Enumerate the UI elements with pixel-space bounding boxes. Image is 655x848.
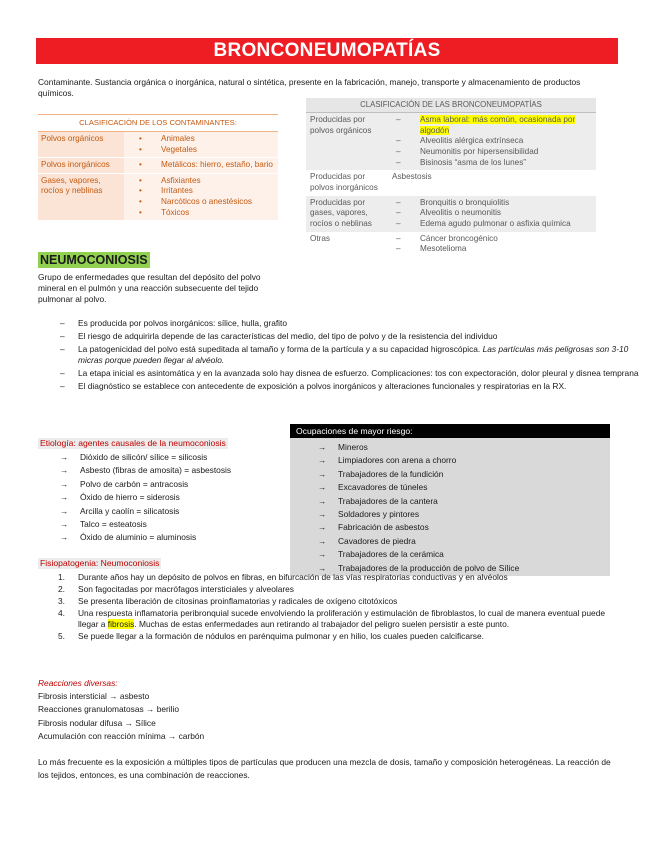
list-item: – Cáncer broncogénico xyxy=(392,234,592,245)
intro-paragraph: Contaminante. Sustancia orgánica o inorgánica, natural o sintética, presente en la fabricación, manejo, transporte y almacenamiento de productos químicos. xyxy=(38,77,581,98)
item-text: Durante años hay un depósito de polvos en fibras, en bifurcación de las vías respiratorias conductivas y en alvéolos xyxy=(78,572,508,582)
list-item: → Trabajadores de la cerámica xyxy=(308,548,519,561)
list-item: → Dióxido de silicón/ sílice = silicosis xyxy=(50,451,231,464)
row-label: Gases, vapores, rocíos y neblinas xyxy=(38,173,124,221)
table-row xyxy=(306,113,596,171)
table-row xyxy=(306,232,596,257)
contaminants-table xyxy=(38,114,278,221)
list-item: – Bronquitis o bronquiolitis xyxy=(392,198,592,209)
reacciones-list xyxy=(38,690,204,744)
closing-paragraph: Lo más frecuente es la exposición a múltiples tipos de partículas que producen una mezcla de dosis, tamaño y composición heterogéneas. La reacción de los tejidos, entonces, es una combinación de reacciones. xyxy=(38,757,611,780)
highlighted-text: Asma laboral: más común, ocasionada por algodón xyxy=(420,115,576,135)
list-item: – Alveolitis o neumonitis xyxy=(392,208,592,219)
classification-table xyxy=(306,98,596,257)
highlighted-text: fibrosis xyxy=(107,618,135,629)
list-item: → Mineros xyxy=(308,441,519,454)
row-label: Producidas por polvos orgánicos xyxy=(306,113,388,171)
list-item: – Alveolitis alérgica extrínseca xyxy=(392,136,592,147)
list-item: → Polvo de carbón = antracosis xyxy=(50,478,231,491)
list-item: – Neumonitis por hipersensibilidad xyxy=(392,147,592,158)
list-item: → Fabricación de asbestos xyxy=(308,521,519,534)
list-item xyxy=(58,608,618,630)
list-item xyxy=(58,584,618,595)
row-label: Producidas por polvos inorgánicos xyxy=(310,172,378,193)
list-item: – La etapa inicial es asintomática y en la avanzada solo hay disnea de esfuerzo. Complicaciones: tos con expectoración, dolor pleural y disnea temprana xyxy=(60,368,642,379)
etiologia-list xyxy=(50,451,231,545)
list-item: • Irritantes xyxy=(127,186,275,197)
table-row xyxy=(38,158,278,174)
table-row xyxy=(306,170,596,195)
neumoconiosis-bullets xyxy=(60,318,642,394)
item-number: 2. xyxy=(58,583,65,594)
item-number: 3. xyxy=(58,595,65,606)
list-item xyxy=(58,631,618,642)
item-text: Se puede llegar a la formación de nódulos en parénquima pulmonar y en hilio, los cuales pueden calcificarse. xyxy=(78,630,484,641)
list-item: Fibrosis intersticial → asbesto xyxy=(38,691,150,701)
list-item: → Trabajadores de la cantera xyxy=(308,495,519,508)
bullet-text: La patogenicidad del polvo está supeditada al tamaño y forma de la partícula y a su capacidad higroscópica. xyxy=(78,343,481,354)
list-item: • Animales xyxy=(127,134,275,145)
fisiopatogenia-heading: Fisiopatogenia: Neumoconiosis xyxy=(40,558,160,568)
table-row xyxy=(38,131,278,157)
list-item: Fibrosis nodular difusa → Sílice xyxy=(38,717,156,728)
neumoconiosis-heading: NEUMOCONIOSIS xyxy=(40,253,148,267)
item-text: . Muchas de estas enfermedades aun retirando al trabajador del peligro suelen persistir a este punto. xyxy=(134,618,510,629)
list-item xyxy=(58,596,618,607)
row-label: Polvos orgánicos xyxy=(38,131,124,157)
list-item: • Tóxicos xyxy=(127,208,275,219)
list-item: – Edema agudo pulmonar o asfixia química xyxy=(392,219,592,230)
page-title: BRONCONEUMOPATÍAS xyxy=(36,38,618,64)
item-text: Son fagocitadas por macrófagos intersticiales y alveolares xyxy=(78,583,294,594)
table-row xyxy=(306,196,596,232)
list-item xyxy=(58,572,618,583)
classification-table-header: CLASIFICACIÓN DE LAS BRONCONEUMOPATÍAS xyxy=(306,98,596,113)
bullet-italic-note: Las partículas más peligrosas son 3-10 micras porque pueden llegar al alvéolo. xyxy=(78,343,629,365)
list-item xyxy=(392,115,592,136)
list-item xyxy=(60,344,642,366)
list-item: – Bisinosis “asma de los lunes” xyxy=(392,158,592,169)
list-item: – El diagnóstico se establece con antecedente de exposición a polvos inorgánicos y alteraciones funcionales y respiratorias en la RX. xyxy=(60,381,642,392)
ocupaciones-box xyxy=(290,424,610,576)
table-row xyxy=(38,173,278,221)
fisiopatogenia-list xyxy=(58,572,618,643)
list-item: Reacciones granulomatosas → berilio xyxy=(38,704,180,715)
item-number: 5. xyxy=(58,630,65,641)
row-label: Otras xyxy=(310,233,331,243)
list-item: • Metálicos: hierro, estaño, bario xyxy=(127,160,275,171)
list-item: – El riesgo de adquirirla depende de las características del medio, del tipo de polvo y de la resistencia del individuo xyxy=(60,331,642,342)
ocupaciones-list xyxy=(308,441,519,575)
list-item: Acumulación con reacción mínima → carbón xyxy=(38,731,205,742)
list-item: • Vegetales xyxy=(127,145,275,156)
list-item: → Talco = esteatosis xyxy=(50,518,231,531)
neumoconiosis-definition: Grupo de enfermedades que resultan del depósito del polvo mineral en el pulmón y una reacción subsecuente del tejido pulmonar al polvo. xyxy=(38,272,261,304)
list-item: • Narcóticos o anestésicos xyxy=(127,197,275,208)
reacciones-heading: Reacciones diversas: xyxy=(38,678,118,688)
row-label: Producidas por gases, vapores, rocíos o neblinas xyxy=(306,196,388,232)
list-item: → Trabajadores de la producción de polvo de Sílice xyxy=(308,562,519,575)
list-item: • Asfixiantes xyxy=(127,176,275,187)
list-item: → Excavadores de túneles xyxy=(308,481,519,494)
list-item: → Óxido de hierro = siderosis xyxy=(50,491,231,504)
list-item: → Arcilla y caolín = silicatosis xyxy=(50,505,231,518)
list-item: → Óxido de aluminio = aluminosis xyxy=(50,531,231,544)
list-item: → Trabajadores de la fundición xyxy=(308,468,519,481)
ocupaciones-heading: Ocupaciones de mayor riesgo: xyxy=(290,424,610,438)
row-label: Polvos inorgánicos xyxy=(38,158,124,174)
contaminants-table-header: CLASIFICACIÓN DE LOS CONTAMINANTES: xyxy=(38,115,278,132)
list-item: – Es producida por polvos inorgánicos: sílice, hulla, grafito xyxy=(60,318,642,329)
etiologia-heading: Etiología: agentes causales de la neumoconiosis xyxy=(40,438,226,448)
item-number: 1. xyxy=(58,572,65,582)
item-number: 4. xyxy=(58,607,65,618)
list-item: → Soldadores y pintores xyxy=(308,508,519,521)
item-text: Una respuesta inflamatoria peribronquial sucede envolviendo la proliferación y estimulación de fibroblastos, lo cual de manera eventual puede llegar a xyxy=(78,607,606,629)
cell-value: Asbestosis xyxy=(392,172,432,182)
list-item: → Limpiadores con arena a chorro xyxy=(308,454,519,467)
list-item: → Asbesto (fibras de amosita) = asbestosis xyxy=(50,464,231,477)
list-item: – Mesotelioma xyxy=(392,244,592,255)
item-text: Se presenta liberación de citosinas proinflamatorias y radicales de oxígeno citotóxicos xyxy=(78,595,398,606)
list-item: → Cavadores de piedra xyxy=(308,535,519,548)
